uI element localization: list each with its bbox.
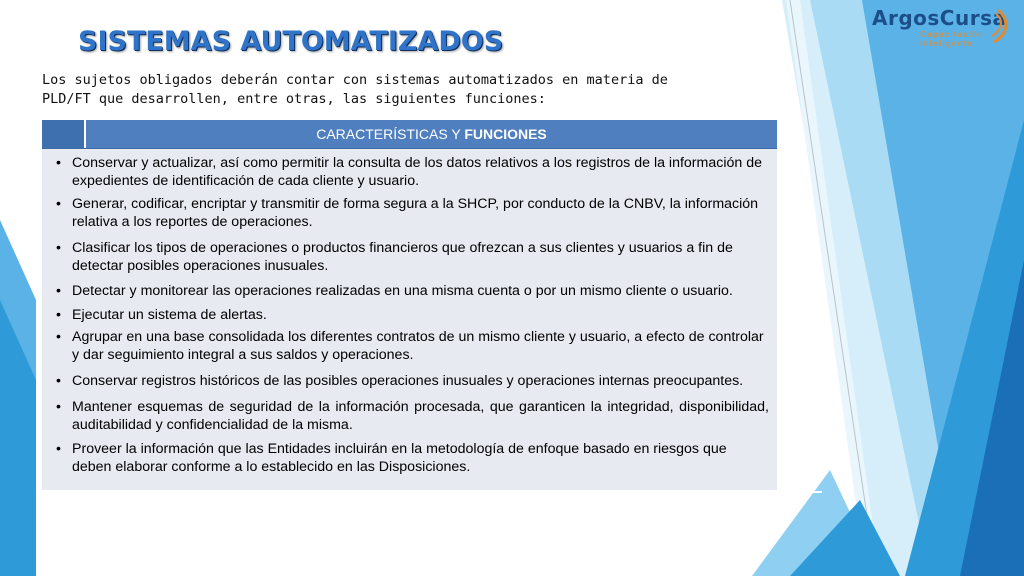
list-item [42, 154, 777, 190]
bullet-icon: • [56, 196, 61, 212]
list-item-text: Proveer la información que las Entidades incluirán en la metodología de enfoque basado en riesgos que deben elaborar conforme a lo establecido en las Disposiciones. [72, 441, 727, 475]
list-item-text: Mantener esquemas de seguridad de la información procesada, que garanticen la integridad, disponibilidad, auditabilidad y confidencialidad de la misma. [72, 399, 769, 433]
functions-list [42, 154, 777, 476]
list-item-text: Ejecutar un sistema de alertas. [72, 307, 267, 323]
table-header-corner [42, 120, 86, 148]
list-item-text: Generar, codificar, encriptar y transmitir de forma segura a la SHCP, por conducto de la CNBV, la información relativa a los reportes de operaciones. [72, 196, 759, 230]
bullet-icon: • [56, 155, 61, 171]
list-item [42, 282, 777, 300]
logo-text: ArgosCursa [872, 6, 1007, 30]
bullet-icon: • [56, 329, 61, 345]
list-item [42, 372, 777, 390]
list-item [42, 398, 777, 434]
brand-logo [872, 6, 1012, 50]
list-item [42, 239, 777, 275]
list-item-text: Conservar y actualizar, así como permitir la consulta de los datos relativos a los registros de la información de expedientes de identificación de cada cliente y usuario. [72, 155, 762, 189]
functions-table [42, 120, 777, 490]
bullet-icon: • [56, 283, 61, 299]
list-item-text: Agrupar en una base consolidada los diferentes contratos de un mismo cliente y usuario, a efecto de controlar y dar seguimiento integral a sus saldos y operaciones. [72, 329, 764, 363]
list-item [42, 328, 777, 364]
list-item [42, 306, 777, 324]
logo-tagline-line-2: Inteligente [920, 39, 974, 48]
bullet-icon: • [56, 307, 61, 323]
bullet-icon: • [56, 441, 61, 457]
table-header-part-1: CARACTERÍSTICAS Y [316, 126, 461, 142]
logo-tagline [920, 30, 984, 48]
table-header [42, 120, 777, 149]
bullet-icon: • [56, 240, 61, 256]
bullet-icon: • [56, 399, 61, 415]
logo-tagline-line-1: Capacitación [920, 30, 985, 39]
list-item-text: Clasificar los tipos de operaciones o productos financieros que ofrezcan a sus clientes y usuarios a fin de detectar posibles operaciones inusuales. [72, 240, 733, 274]
page-title: SISTEMAS AUTOMATIZADOS [78, 26, 504, 57]
bullet-icon: • [56, 373, 61, 389]
list-item-text: Conservar registros históricos de las posibles operaciones inusuales y operaciones internas preocupantes. [72, 373, 744, 389]
logo-swirl-icon [990, 8, 1012, 44]
list-item [42, 440, 777, 476]
list-item [42, 195, 777, 231]
list-item-text: Detectar y monitorear las operaciones realizadas en una misma cuenta o por un mismo cliente o usuario. [72, 283, 733, 299]
table-header-part-2: FUNCIONES [464, 126, 547, 142]
table-header-label [86, 120, 777, 148]
intro-paragraph: Los sujetos obligados deberán contar con sistemas automatizados en materia de PLD/FT que desarrollen, entre otras, las siguientes funciones: [42, 72, 668, 107]
